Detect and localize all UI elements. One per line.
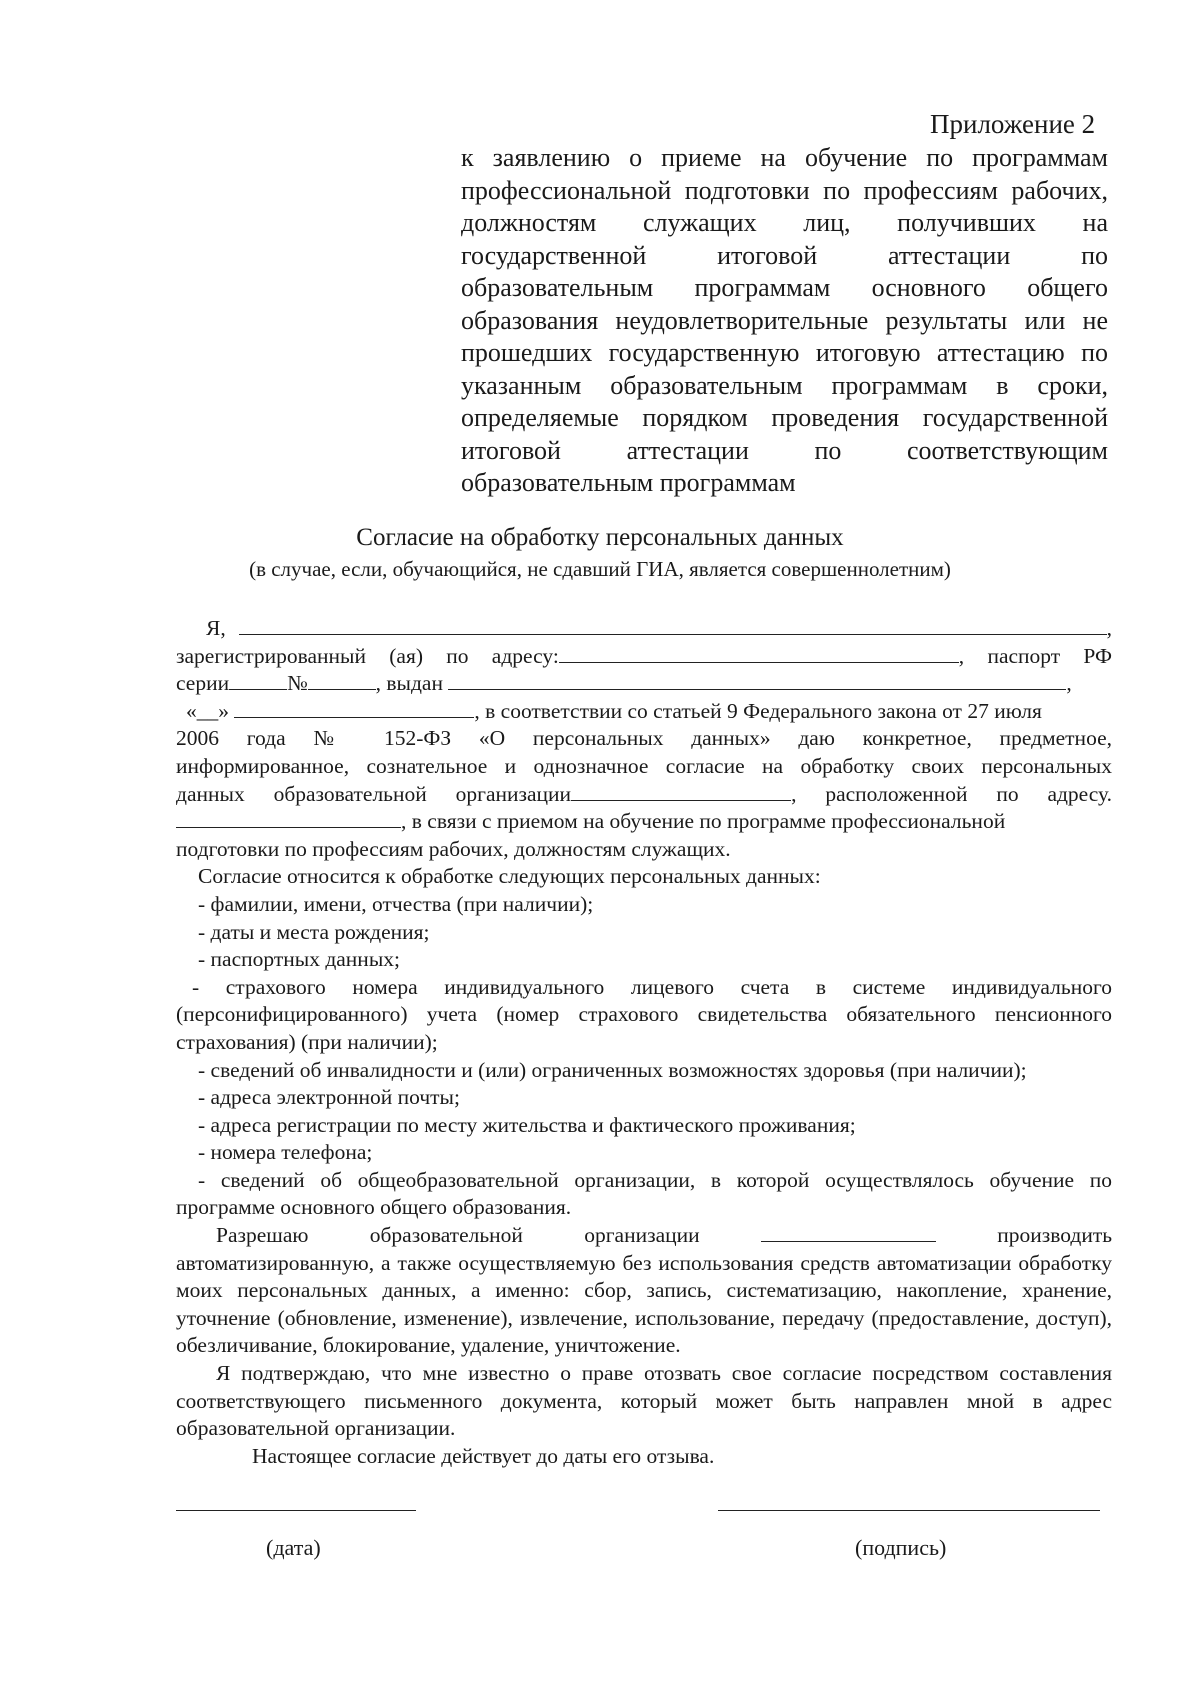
signature-line[interactable] xyxy=(718,1510,1100,1511)
data-item: - паспортных данных; xyxy=(198,947,400,972)
registered-label: зарегистрированный (ая) по адресу: xyxy=(176,643,559,668)
form-line-date xyxy=(176,698,1112,726)
data-item: - фамилии, имени, отчества (при наличии); xyxy=(198,891,594,916)
consent-intro: Согласие относится к обработке следующих персональных данных: xyxy=(198,864,821,889)
acknowledgement-text: Я подтверждаю, что мне известно о праве отозвать свое согласие посредством составления соответствующего письменного документа, который может быть направлен мной в адрес образовательной организации. xyxy=(176,1361,1112,1441)
form-prefix-ya: Я, xyxy=(206,616,226,640)
admission-text-2: подготовки по профессиям рабочих, должностям служащих. xyxy=(176,836,731,861)
form-line-admission xyxy=(176,808,1112,836)
comma: , xyxy=(1066,671,1072,696)
series-label: серии xyxy=(176,671,230,696)
name-field[interactable] xyxy=(239,616,1107,635)
date-signature-line[interactable] xyxy=(176,1510,416,1511)
address-field[interactable] xyxy=(559,644,959,663)
data-item: - номера телефона; xyxy=(198,1140,373,1165)
permission-text: автоматизированную, а также осуществляемую без использования средств автоматизации обработку моих персональных данных, а именно: сбор, запись, систематизацию, накопление, хранение, уточнение (обновление, изменение), извлечение, использование, передачу (предоставление, доступ), обезличивание, блокирование, удаление, уничтожение. xyxy=(176,1250,1112,1358)
org-address-field[interactable] xyxy=(176,809,401,828)
located-label: , расположенной по адресу. xyxy=(791,781,1112,806)
date-month-year-field[interactable] xyxy=(234,699,474,718)
org-field[interactable] xyxy=(571,782,791,801)
document-subtitle: (в случае, если, обучающийся, не сдавший ГИА, является совершеннолетним) xyxy=(249,557,951,581)
law-text-line: 2006 года № 152-ФЗ «О персональных данных» даю конкретное, предметное, xyxy=(176,726,1112,751)
data-item: - страхового номера индивидуального лицевого счета в системе индивидуального (персонифицированного) учета (номер страхового свидетельства обязательного пенсионного страхования) (при наличии); xyxy=(176,974,1112,1054)
annex-label: Приложение 2 xyxy=(930,109,1096,139)
data-item: - даты и места рождения; xyxy=(198,919,430,944)
number-label: № xyxy=(287,671,308,696)
comma: , xyxy=(1106,616,1112,640)
document-title: Согласие на обработку персональных данных xyxy=(356,524,844,551)
admission-text: , в связи с приемом на обучение по программе профессиональной xyxy=(401,809,1006,834)
permission-end: производить xyxy=(997,1223,1113,1248)
validity-text: Настоящее согласие действует до даты его отзыва. xyxy=(252,1443,715,1468)
data-item: - адреса регистрации по месту жительства и фактического проживания; xyxy=(198,1112,856,1137)
data-item: - сведений об общеобразовательной организации, в которой осуществлялось обучение по программе основного общего образования. xyxy=(176,1167,1112,1220)
form-line-passport xyxy=(176,670,1112,698)
issued-by-field[interactable] xyxy=(448,671,1066,690)
data-item: - адреса электронной почты; xyxy=(198,1085,460,1110)
number-field[interactable] xyxy=(308,671,376,690)
date-day-field[interactable]: «__» xyxy=(186,698,229,723)
data-item: - сведений об инвалидности и (или) ограниченных возможностях здоровья (при наличии); xyxy=(198,1057,1027,1082)
form-line-name xyxy=(176,615,1112,643)
passport-label: , паспорт РФ xyxy=(958,643,1112,668)
permission-org-field[interactable] xyxy=(761,1223,936,1242)
annex-description: к заявлению о приеме на обучение по программам профессиональной подготовки по профессиям рабочих, должностям служащих лиц, получивших на государственной итоговой аттестации по образовательным программам основного общего образования неудовлетворительные результаты или не прошедших государственную итоговую аттестацию по указанным образовательным программам в сроки, определяемые порядком проведения государственной итоговой аттестации по соответствующим образовательным программам xyxy=(461,143,1108,497)
date-label: (дата) xyxy=(266,1535,321,1560)
org-label: данных образовательной организации xyxy=(176,781,572,806)
permission-line xyxy=(176,1222,1112,1250)
permission-start: Разрешаю образовательной организации xyxy=(216,1223,700,1248)
law-text-line-2: информированное, сознательное и однозначное согласие на обработку своих персональных xyxy=(176,753,1112,778)
signature-label: (подпись) xyxy=(855,1535,947,1560)
form-line-address xyxy=(176,643,1112,671)
form-line-org xyxy=(176,781,1112,809)
document-body xyxy=(176,615,1112,1470)
law-text-start: , в соответствии со статьей 9 Федерального закона от 27 июля xyxy=(474,698,1042,723)
series-field[interactable] xyxy=(229,671,287,690)
issued-label: , выдан xyxy=(375,671,443,696)
